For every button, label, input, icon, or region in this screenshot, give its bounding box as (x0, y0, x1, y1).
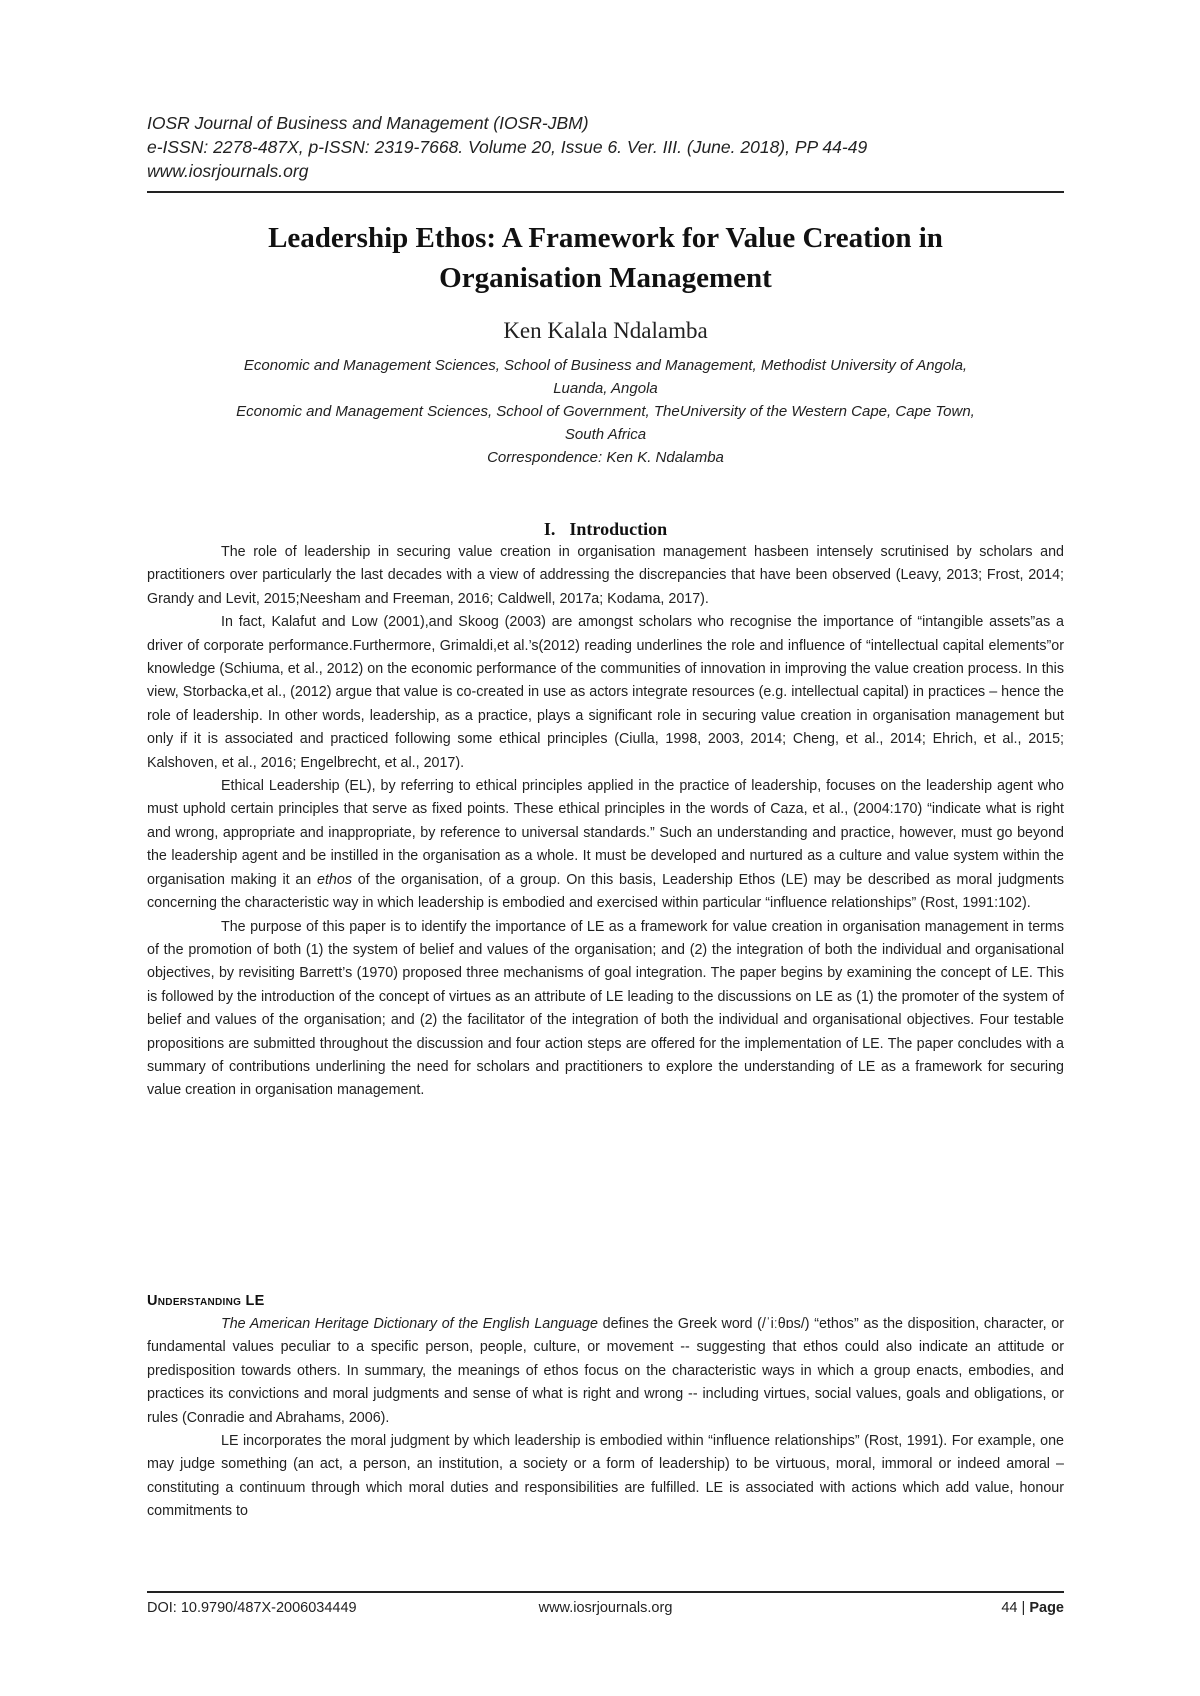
page-number-value: 44 (1001, 1600, 1018, 1616)
section-title: Introduction (569, 519, 668, 539)
subsection-heading-understanding-le: Understanding LE (147, 1293, 265, 1309)
page-label: Page (1029, 1600, 1064, 1616)
affiliation-line: Economic and Management Sciences, School of Business and Management, Methodist University of Angola, (243, 357, 968, 374)
title-line-1: Leadership Ethos: A Framework for Value Creation in (268, 222, 943, 254)
understanding-body (147, 1313, 1064, 1524)
header-rule (147, 191, 1064, 193)
paragraph: The purpose of this paper is to identify the importance of LE as a framework for value creation in organisation management in terms of the promotion of both (1) the system of belief and values of the organisation; and (2) the integration of both the individual and organisational objectives, by revisiting Barrett’s (1970) proposed three mechanisms of goal integration. The paper begins by examining the concept of LE. This is followed by the introduction of the concept of virtues as an attribute of LE leading to the discussions on LE as (1) the promoter of the system of belief and values of the organisation; and (2) the facilitator of the integration of both the individual and organisational objectives. Four testable propositions are submitted throughout the discussion and four action steps are offered for the implementation of LE. The paper concludes with a summary of contributions underlining the need for scholars and practitioners to explore the understanding of LE as a framework for securing value creation in organisation management. (147, 918, 1064, 1099)
paper-title (147, 218, 1064, 298)
paragraph (147, 775, 1064, 915)
journal-header (147, 111, 1064, 183)
paragraph-text: of the organisation, of a group. On this basis, Leadership Ethos (LE) may be described as moral judgments concerning the characteristic way in which leadership is embodied and exercised within particular “influence relationships” (Rost, 1991:102). (147, 871, 1065, 912)
journal-website[interactable]: www.iosrjournals.org (147, 161, 309, 181)
title-line-2: Organisation Management (439, 262, 772, 294)
section-number: I. (543, 519, 556, 539)
introduction-body (147, 541, 1064, 1103)
paragraph: LE incorporates the moral judgment by which leadership is embodied within “influence relationships” (Rost, 1991). For example, one may judge something (an act, a person, an institution, a society or a form of leadership) to be virtuous, moral, immoral or indeed amoral – constituting a continuum through which moral duties and responsibilities are fulfilled. LE is associated with actions which add value, honour commitments to (147, 1433, 1064, 1520)
page-footer (147, 1596, 1064, 1620)
paper-page (147, 0, 1064, 1696)
affiliation-line: Luanda, Angola (553, 380, 658, 397)
affiliations (147, 354, 1064, 469)
section-heading-introduction (147, 517, 1064, 541)
page-number: 44 | Page (1001, 1600, 1064, 1616)
footer-website[interactable]: www.iosrjournals.org (538, 1600, 673, 1616)
author-name: Ken Kalala Ndalamba (503, 318, 708, 343)
doi[interactable]: DOI: 10.9790/487X-2006034449 (147, 1600, 357, 1616)
paragraph: The role of leadership in securing value creation in organisation management hasbeen intensely scrutinised by scholars and practitioners over particularly the last decades with a view of addressing the discrepancies that have been observed (Leavy, 2013; Frost, 2014; Grandy and Levit, 2015;Neesham and Freeman, 2016; Caldwell, 2017a; Kodama, 2017). (147, 544, 1064, 607)
paragraph: In fact, Kalafut and Low (2001),and Skoog (2003) are amongst scholars who recognise the importance of “intangible assets”as a driver of corporate performance.Furthermore, Grimaldi,et al.’s(2012) reading underlines the role and influence of “intellectual capital elements”or knowledge (Schiuma, et al., 2012) on the economic performance of the communities of innovation in improving the value creation process. In this view, Storbacka,et al., (2012) argue that value is co-created in use as actors integrate resources (e.g. intellectual capital) in practices – hence the role of leadership. In other words, leadership, as a practice, plays a significant role in securing value creation in organisation management but only if it is associated and practiced following some ethical principles (Ciulla, 1998, 2003, 2014; Cheng, et al., 2014; Ehrich, et al., 2015; Kalshoven, et al., 2016; Engelbrecht, et al., 2017). (147, 614, 1064, 771)
footer-rule (147, 1591, 1064, 1593)
correspondence-line: Correspondence: Ken K. Ndalamba (487, 449, 724, 466)
paragraph-text: Ethical Leadership (EL), by referring to ethical principles applied in the practice of leadership, focuses on the leadership agent who must uphold certain principles that serve as fixed points. These ethical principles in the words of Caza, et al., (2004:170) “indicate what is right and wrong, appropriate and inappropriate, by reference to universal standards.” Such an understanding and practice, however, must go beyond the leadership agent and be instilled in the organisation as a whole. It must be developed and nurtured as a culture and value system within the organisation making it an (147, 778, 1064, 888)
affiliation-line: Economic and Management Sciences, School of Government, TheUniversity of the Western Cape, Cape Town, (236, 403, 975, 420)
affiliation-line: South Africa (564, 426, 647, 443)
emphasis-text: ethos (317, 871, 352, 888)
paragraph-text: defines the Greek word (/ˈiːθɒs/) “ethos” as the disposition, character, or fundamental values peculiar to a specific person, people, culture, or movement -- suggesting that ethos could also indicate an attitude or predisposition towards others. In summary, the meanings of ethos focus on the characteristic ways in which a group enacts, embodies, and practices its convictions and moral judgments and sense of what is right and wrong -- including virtues, social values, goals and obligations, or rules (Conradie and Abrahams, 2006). (147, 1316, 1064, 1426)
issn-line: e-ISSN: 2278-487X, p-ISSN: 2319-7668. Volume 20, Issue 6. Ver. III. (June. 2018), PP 44-49 (147, 137, 868, 157)
emphasis-text: The American Heritage Dictionary of the English Language (221, 1316, 598, 1332)
paragraph (147, 1313, 1064, 1430)
journal-name: IOSR Journal of Business and Management (IOSR-JBM) (147, 113, 589, 133)
